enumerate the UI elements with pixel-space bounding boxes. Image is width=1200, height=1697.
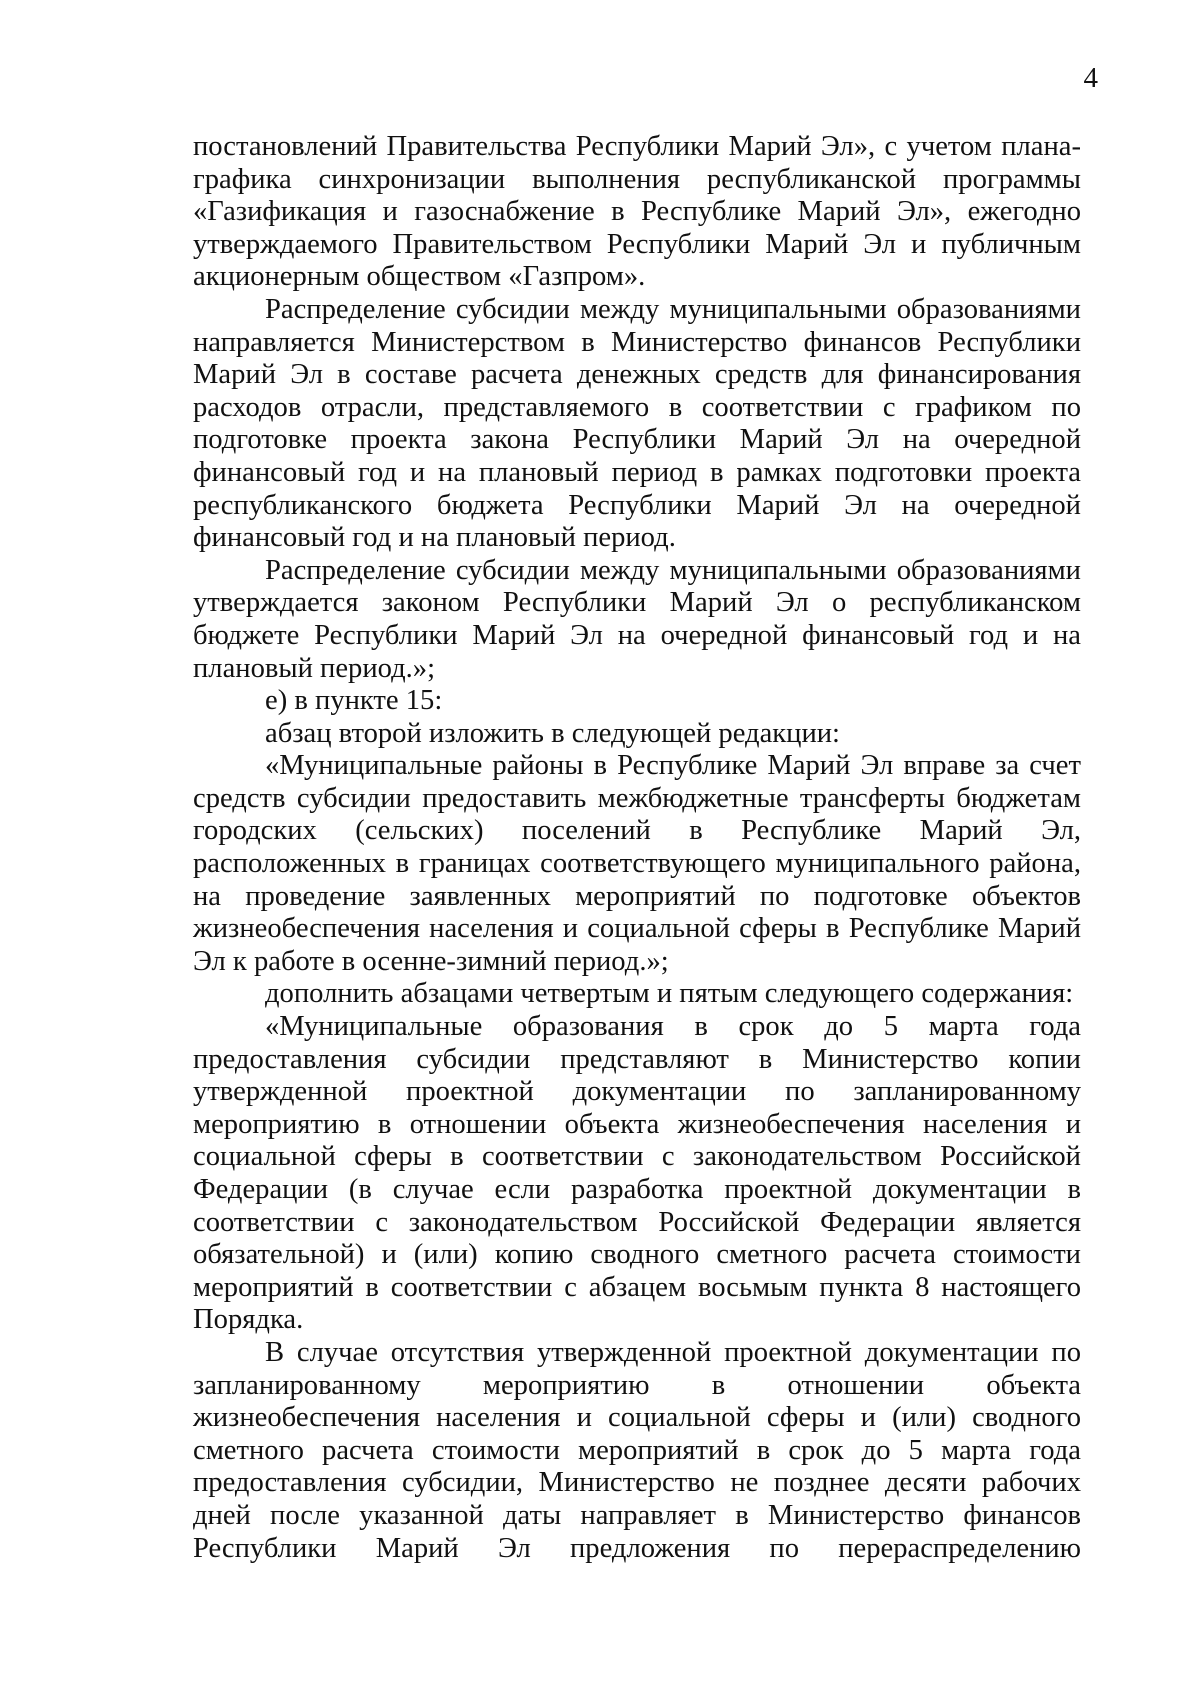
paragraph-continuation: постановлений Правительства Республики Марий Эл», с учетом плана-графика синхронизации выполнения республиканской программы «Газификация и газоснабжение в Республике Марий Эл», ежегодно утверждаемого Правительством Республики Марий Эл и публичным акционерным обществом «Газпром».	[193, 131, 1081, 293]
paragraph-municipal-districts: «Муниципальные районы в Республике Марий Эл вправе за счет средств субсидии предоставить межбюджетные трансферты бюджетам городских (сельских) поселений в Республике Марий Эл, расположенных в границах соответствующего муниципального района, на проведение заявленных мероприятий по подготовке объектов жизнеобеспечения населения и социальной сферы в Республике Марий Эл к работе в осенне-зимний период.»;	[193, 750, 1081, 977]
document-body	[193, 131, 1081, 1565]
paragraph-subsidy-distribution-submission: Распределение субсидии между муниципальными образованиями направляется Министерством в Министерство финансов Республики Марий Эл в составе расчета денежных средств для финансирования расходов отрасли, представляемого в соответствии с графиком по подготовке проекта закона Республики Марий Эл на очередной финансовый год и на плановый период в рамках подготовки проекта республиканского бюджета Республики Марий Эл на очередной финансовый год и на плановый период.	[193, 293, 1081, 554]
paragraph-municipal-formations-deadline: «Муниципальные образования в срок до 5 марта года предоставления субсидии представляют в Министерство копии утвержденной проектной документации по запланированному мероприятию в отношении объекта жизнеобеспечения населения и социальной сферы в соответствии с законодательством Российской Федерации (в случае если разработка проектной документации в соответствии с законодательством Российской Федерации является обязательной) и (или) копию сводного сметного расчета стоимости мероприятий в соответствии с абзацем восьмым пункта 8 настоящего Порядка.	[193, 1011, 1081, 1336]
paragraph-absence-of-documentation: В случае отсутствия утвержденной проектной документации по запланированному мероприятию в отношении объекта жизнеобеспечения населения и социальной сферы и (или) сводного сметного расчета стоимости мероприятий в срок до 5 марта года предоставления субсидии, Министерство не позднее десяти рабочих дней после указанной даты направляет в Министерство финансов Республики Марий Эл предложения по перераспределению	[193, 1336, 1081, 1564]
paragraph-second-abstract-instruction: абзац второй изложить в следующей редакции:	[265, 717, 841, 749]
paragraph-subsidy-distribution-approval: Распределение субсидии между муниципальными образованиями утверждается законом Республики Марий Эл о республиканском бюджете Республики Марий Эл на очередной финансовый год и на плановый период.»;	[193, 554, 1081, 684]
paragraph-item-e: е) в пункте 15:	[265, 685, 443, 717]
page-number: 4	[1083, 62, 1098, 94]
paragraph-add-abstracts-instruction: дополнить абзацами четвертым и пятым следующего содержания:	[265, 978, 1074, 1010]
